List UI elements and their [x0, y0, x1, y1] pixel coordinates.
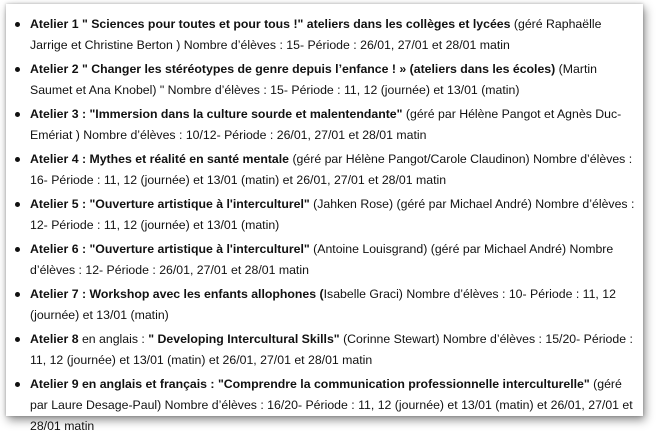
list-item-atelier-8 — [6, 329, 643, 371]
workshop-details: (Antoine Louisgrand) (géré par Michael André) Nombre d’élèves : 12- Période : 26/01, 27/01 et 28/01 matin — [30, 242, 614, 277]
workshop-list — [6, 4, 643, 437]
workshop-number: Atelier 9 — [30, 377, 79, 391]
workshop-number: Atelier 8 — [30, 332, 79, 346]
bullet-icon — [15, 157, 20, 162]
list-item-atelier-4 — [6, 149, 643, 191]
workshop-details: (géré Raphaëlle Jarrige et Christine Berton ) Nombre d’élèves : 15- Période : 26/01, 27/01 et 28/01 matin — [30, 17, 602, 52]
bullet-icon — [15, 112, 20, 117]
bullet-icon — [15, 202, 20, 207]
workshop-title: : Workshop avec les enfants allophones ( — [78, 287, 324, 301]
workshop-language: en anglais : — [78, 332, 149, 346]
workshop-details: (Jahken Rose) (géré par Michael André) Nombre d’élèves : 12- Période : 11, 12 (journée) et 13/01 (matin) — [30, 197, 635, 232]
workshop-details: (Martin Saumet et Ana Knobel) " Nombre d’élèves : 15- Période : 11, 12 (journée) et 13/01 (matin) — [30, 62, 597, 97]
workshop-title: : "Immersion dans la culture sourde et malentendante" — [78, 107, 403, 121]
bullet-icon — [15, 382, 20, 387]
workshop-title: en anglais et français : "Comprendre la communication professionnelle interculturelle" — [78, 377, 590, 391]
list-item-atelier-6 — [6, 239, 643, 281]
workshop-number: Atelier 6 — [30, 242, 79, 256]
document-page — [6, 4, 643, 433]
workshop-details: Isabelle Graci) Nombre d’élèves : 10- Période : 11, 12 (journée) et 13/01 (matin) — [30, 287, 616, 322]
bullet-icon — [15, 337, 20, 342]
workshop-title: : "Ouverture artistique à l'interculturel" — [78, 242, 310, 256]
list-item-atelier-5 — [6, 194, 643, 236]
workshop-number: Atelier 5 — [30, 197, 79, 211]
workshop-number: Atelier 1 — [30, 17, 79, 31]
workshop-title: : Mythes et réalité en santé mentale — [78, 152, 290, 166]
workshop-title: : "Ouverture artistique à l'interculturel" — [78, 197, 310, 211]
bullet-icon — [15, 292, 20, 297]
list-item-atelier-7 — [6, 284, 643, 326]
workshop-number: Atelier 4 — [30, 152, 79, 166]
list-item-atelier-3 — [6, 104, 643, 146]
workshop-details: (géré par Laure Desage-Paul) Nombre d’élèves : 16/20- Période : 11, 12 (journée) et 13/01 (matin) et 26/01, 27/01 et 28/01 matin — [30, 377, 633, 433]
bullet-icon — [15, 247, 20, 252]
workshop-details: (Corinne Stewart) Nombre d’élèves : 15/20- Période : 11, 12 (journée) et 13/01 (matin) et 26/01, 27/01 et 28/01 matin — [30, 332, 633, 367]
list-item-atelier-1 — [6, 14, 643, 56]
workshop-number: Atelier 2 — [30, 62, 79, 76]
workshop-number: Atelier 3 — [30, 107, 79, 121]
bullet-icon — [15, 22, 20, 27]
workshop-title: " Sciences pour toutes et pour tous !" ateliers dans les collèges et lycées — [78, 17, 511, 31]
workshop-details: (géré par Hélène Pangot et Agnès Duc-Emériat ) Nombre d’élèves : 10/12- Période : 26/01, 27/01 et 28/01 matin — [30, 107, 622, 142]
workshop-details: (géré par Hélène Pangot/Carole Claudinon) Nombre d’élèves : 16- Période : 11, 12 (journée) et 13/01 (matin) et 26/01, 27/01 et 28/01 matin — [30, 152, 633, 187]
workshop-title: " Changer les stéréotypes de genre depuis l’enfance ! » (ateliers dans les écoles) — [78, 62, 556, 76]
bullet-icon — [15, 67, 20, 72]
workshop-number: Atelier 7 — [30, 287, 79, 301]
workshop-title: " Developing Intercultural Skills" — [148, 332, 340, 346]
list-item-atelier-2 — [6, 59, 643, 101]
list-item-atelier-9 — [6, 374, 643, 437]
